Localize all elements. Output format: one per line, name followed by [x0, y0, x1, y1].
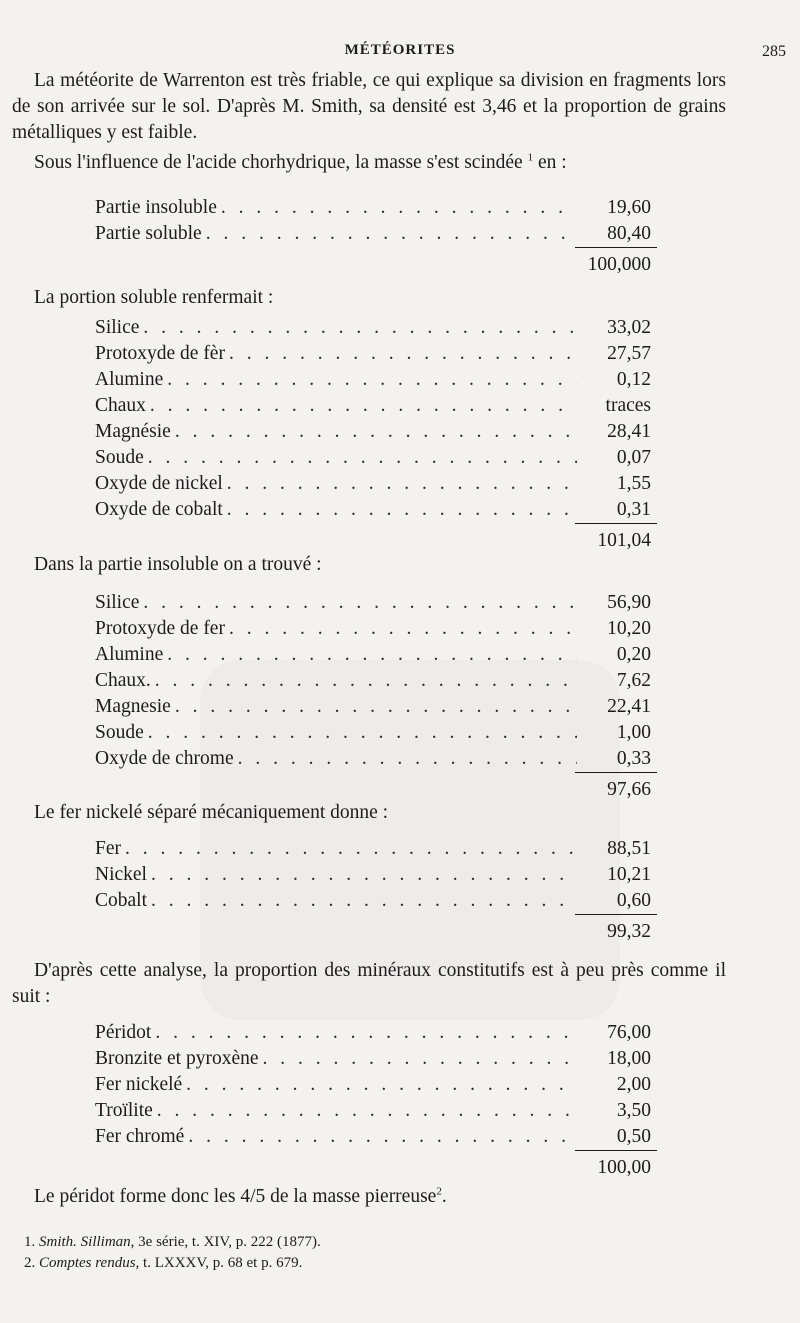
table-row	[95, 590, 651, 616]
fraction: 4/5	[240, 1186, 266, 1207]
row-value: 1,00	[616, 722, 651, 743]
leader-dots	[167, 642, 577, 668]
row-label: Fer	[95, 838, 121, 859]
row-value: 88,51	[607, 838, 651, 859]
row-label: Soude	[95, 722, 144, 743]
footnote	[24, 1253, 724, 1274]
table-row	[95, 315, 651, 341]
row-value: 3,50	[616, 1100, 651, 1121]
row-value: traces	[605, 395, 651, 416]
table-row	[95, 1098, 651, 1124]
row-label: Oxyde de nickel	[95, 473, 223, 494]
row-value: 10,21	[607, 864, 651, 885]
total-rule	[575, 914, 657, 915]
soluble-heading: La portion soluble renfermait :	[34, 287, 274, 308]
row-value: 2,00	[616, 1074, 651, 1095]
row-value: 33,02	[607, 317, 651, 338]
split-table	[95, 195, 651, 278]
row-label: Troïlite	[95, 1100, 153, 1121]
table-row	[95, 616, 651, 642]
row-value: 0,20	[616, 644, 651, 665]
leader-dots	[188, 1124, 577, 1150]
row-label: Magnésie	[95, 421, 171, 442]
footnotes	[24, 1232, 724, 1274]
leader-dots	[143, 315, 577, 341]
row-label: Fer nickelé	[95, 1074, 183, 1095]
table-row	[95, 1072, 651, 1098]
footnote-number: 1.	[24, 1234, 36, 1250]
minerals-table	[95, 1020, 651, 1181]
table-row	[95, 497, 651, 523]
footnote-detail: t. LXXXV, p. 68 et p. 679.	[143, 1255, 303, 1271]
row-label: Silice	[95, 592, 140, 613]
table-row	[95, 1046, 651, 1072]
leader-dots	[157, 1098, 577, 1124]
table-row	[95, 195, 651, 221]
total-rule	[575, 523, 657, 524]
row-label: Cobalt	[95, 890, 147, 911]
conclusion-end: .	[441, 1186, 447, 1207]
leader-dots	[125, 836, 577, 862]
leader-dots	[229, 616, 577, 642]
table-total: 99,32	[607, 921, 651, 942]
footnote-source: Smith. Silliman,	[39, 1234, 135, 1250]
table-row	[95, 862, 651, 888]
leader-dots	[151, 862, 577, 888]
leader-dots	[148, 720, 577, 746]
row-value: 19,60	[607, 197, 651, 218]
row-label: Chaux	[95, 395, 146, 416]
table-row	[95, 1124, 651, 1150]
total-rule	[575, 1150, 657, 1151]
table-row	[95, 668, 651, 694]
row-label: Péridot	[95, 1022, 152, 1043]
table-row	[95, 341, 651, 367]
leader-dots	[155, 1020, 577, 1046]
row-value: 56,90	[607, 592, 651, 613]
footnote-source: Comptes rendus,	[39, 1255, 140, 1271]
acid-text: Sous l'influence de l'acide chorhydrique, la masse s'est scindée	[34, 152, 523, 173]
insoluble-table	[95, 590, 651, 803]
row-value: 22,41	[607, 696, 651, 717]
intro-paragraph	[12, 68, 726, 146]
leader-dots	[227, 471, 577, 497]
nickel-iron-table	[95, 836, 651, 945]
leader-dots	[186, 1072, 577, 1098]
row-label: Bronzite et pyroxène	[95, 1048, 259, 1069]
row-label: Protoxyde de fèr	[95, 343, 225, 364]
minerals-heading	[12, 958, 726, 1010]
insoluble-heading: Dans la partie insoluble on a trouvé :	[34, 554, 322, 575]
leader-dots	[151, 888, 577, 914]
total-rule	[575, 247, 657, 248]
intro-text: La météorite de Warrenton est très friable, ce qui explique sa division en fragments lors de son arrivée sur le sol. D'après M. Smith, sa densité est 3,46 et la proportion de grains métalliques y est faible.	[12, 70, 726, 143]
row-label: Chaux.	[95, 670, 151, 691]
row-value: 76,00	[607, 1022, 651, 1043]
row-value: 1,55	[616, 473, 651, 494]
table-total: 101,04	[597, 530, 651, 551]
table-row	[95, 393, 651, 419]
conclusion-before: Le péridot forme donc les	[34, 1186, 236, 1207]
footnote	[24, 1232, 724, 1253]
table-row	[95, 836, 651, 862]
table-row	[95, 642, 651, 668]
table-row	[95, 367, 651, 393]
leader-dots	[175, 694, 577, 720]
page-number: 285	[762, 43, 786, 60]
row-value: 7,62	[616, 670, 651, 691]
conclusion-after: de la masse pierreuse	[270, 1186, 437, 1207]
leader-dots	[175, 419, 577, 445]
row-value: 27,57	[607, 343, 651, 364]
leader-dots	[206, 221, 577, 247]
row-value: 10,20	[607, 618, 651, 639]
row-label: Partie soluble	[95, 223, 202, 244]
table-row	[95, 694, 651, 720]
row-value: 18,00	[607, 1048, 651, 1069]
row-value: 0,33	[616, 748, 651, 769]
leader-dots	[148, 445, 577, 471]
table-row	[95, 221, 651, 247]
nickel-iron-heading: Le fer nickelé séparé mécaniquement donne :	[34, 802, 389, 823]
row-label: Magnesie	[95, 696, 171, 717]
footnote-number: 2.	[24, 1255, 36, 1271]
leader-dots	[167, 367, 577, 393]
footnote-detail: 3e série, t. XIV, p. 222 (1877).	[138, 1234, 321, 1250]
minerals-heading-text: D'après cette analyse, la proportion des minéraux constitutifs est à peu près comme il suit :	[12, 960, 726, 1007]
leader-dots	[229, 341, 577, 367]
table-row	[95, 746, 651, 772]
conclusion-paragraph	[34, 1184, 748, 1210]
table-row	[95, 471, 651, 497]
table-row	[95, 888, 651, 914]
row-label: Alumine	[95, 369, 164, 390]
acid-paragraph	[12, 150, 726, 176]
row-label: Oxyde de chrome	[95, 748, 234, 769]
row-label: Nickel	[95, 864, 147, 885]
leader-dots	[238, 746, 577, 772]
soluble-table	[95, 315, 651, 554]
leader-dots	[263, 1046, 577, 1072]
row-label: Soude	[95, 447, 144, 468]
row-value: 80,40	[607, 223, 651, 244]
page-header	[0, 38, 800, 64]
table-row	[95, 445, 651, 471]
row-label: Oxyde de cobalt	[95, 499, 223, 520]
table-row	[95, 419, 651, 445]
row-value: 0,50	[616, 1126, 651, 1147]
row-value: 0,31	[616, 499, 651, 520]
leader-dots	[227, 497, 577, 523]
leader-dots	[143, 590, 577, 616]
leader-dots	[221, 195, 577, 221]
footnote-ref-2: 2	[436, 1185, 442, 1198]
row-value: 28,41	[607, 421, 651, 442]
row-label: Silice	[95, 317, 140, 338]
leader-dots	[150, 393, 577, 419]
row-label: Alumine	[95, 644, 164, 665]
running-title: MÉTÉORITES	[344, 42, 456, 58]
row-value: 0,07	[616, 447, 651, 468]
table-total: 100,000	[587, 254, 651, 275]
row-label: Protoxyde de fer	[95, 618, 225, 639]
table-row	[95, 1020, 651, 1046]
row-label: Partie insoluble	[95, 197, 217, 218]
acid-tail: en :	[537, 152, 567, 173]
row-value: 0,12	[616, 369, 651, 390]
table-row	[95, 720, 651, 746]
table-total: 100,00	[597, 1157, 651, 1178]
row-label: Fer chromé	[95, 1126, 185, 1147]
leader-dots	[155, 668, 577, 694]
table-total: 97,66	[607, 779, 651, 800]
row-value: 0,60	[616, 890, 651, 911]
footnote-ref-1: 1	[527, 151, 534, 164]
total-rule	[575, 772, 657, 773]
